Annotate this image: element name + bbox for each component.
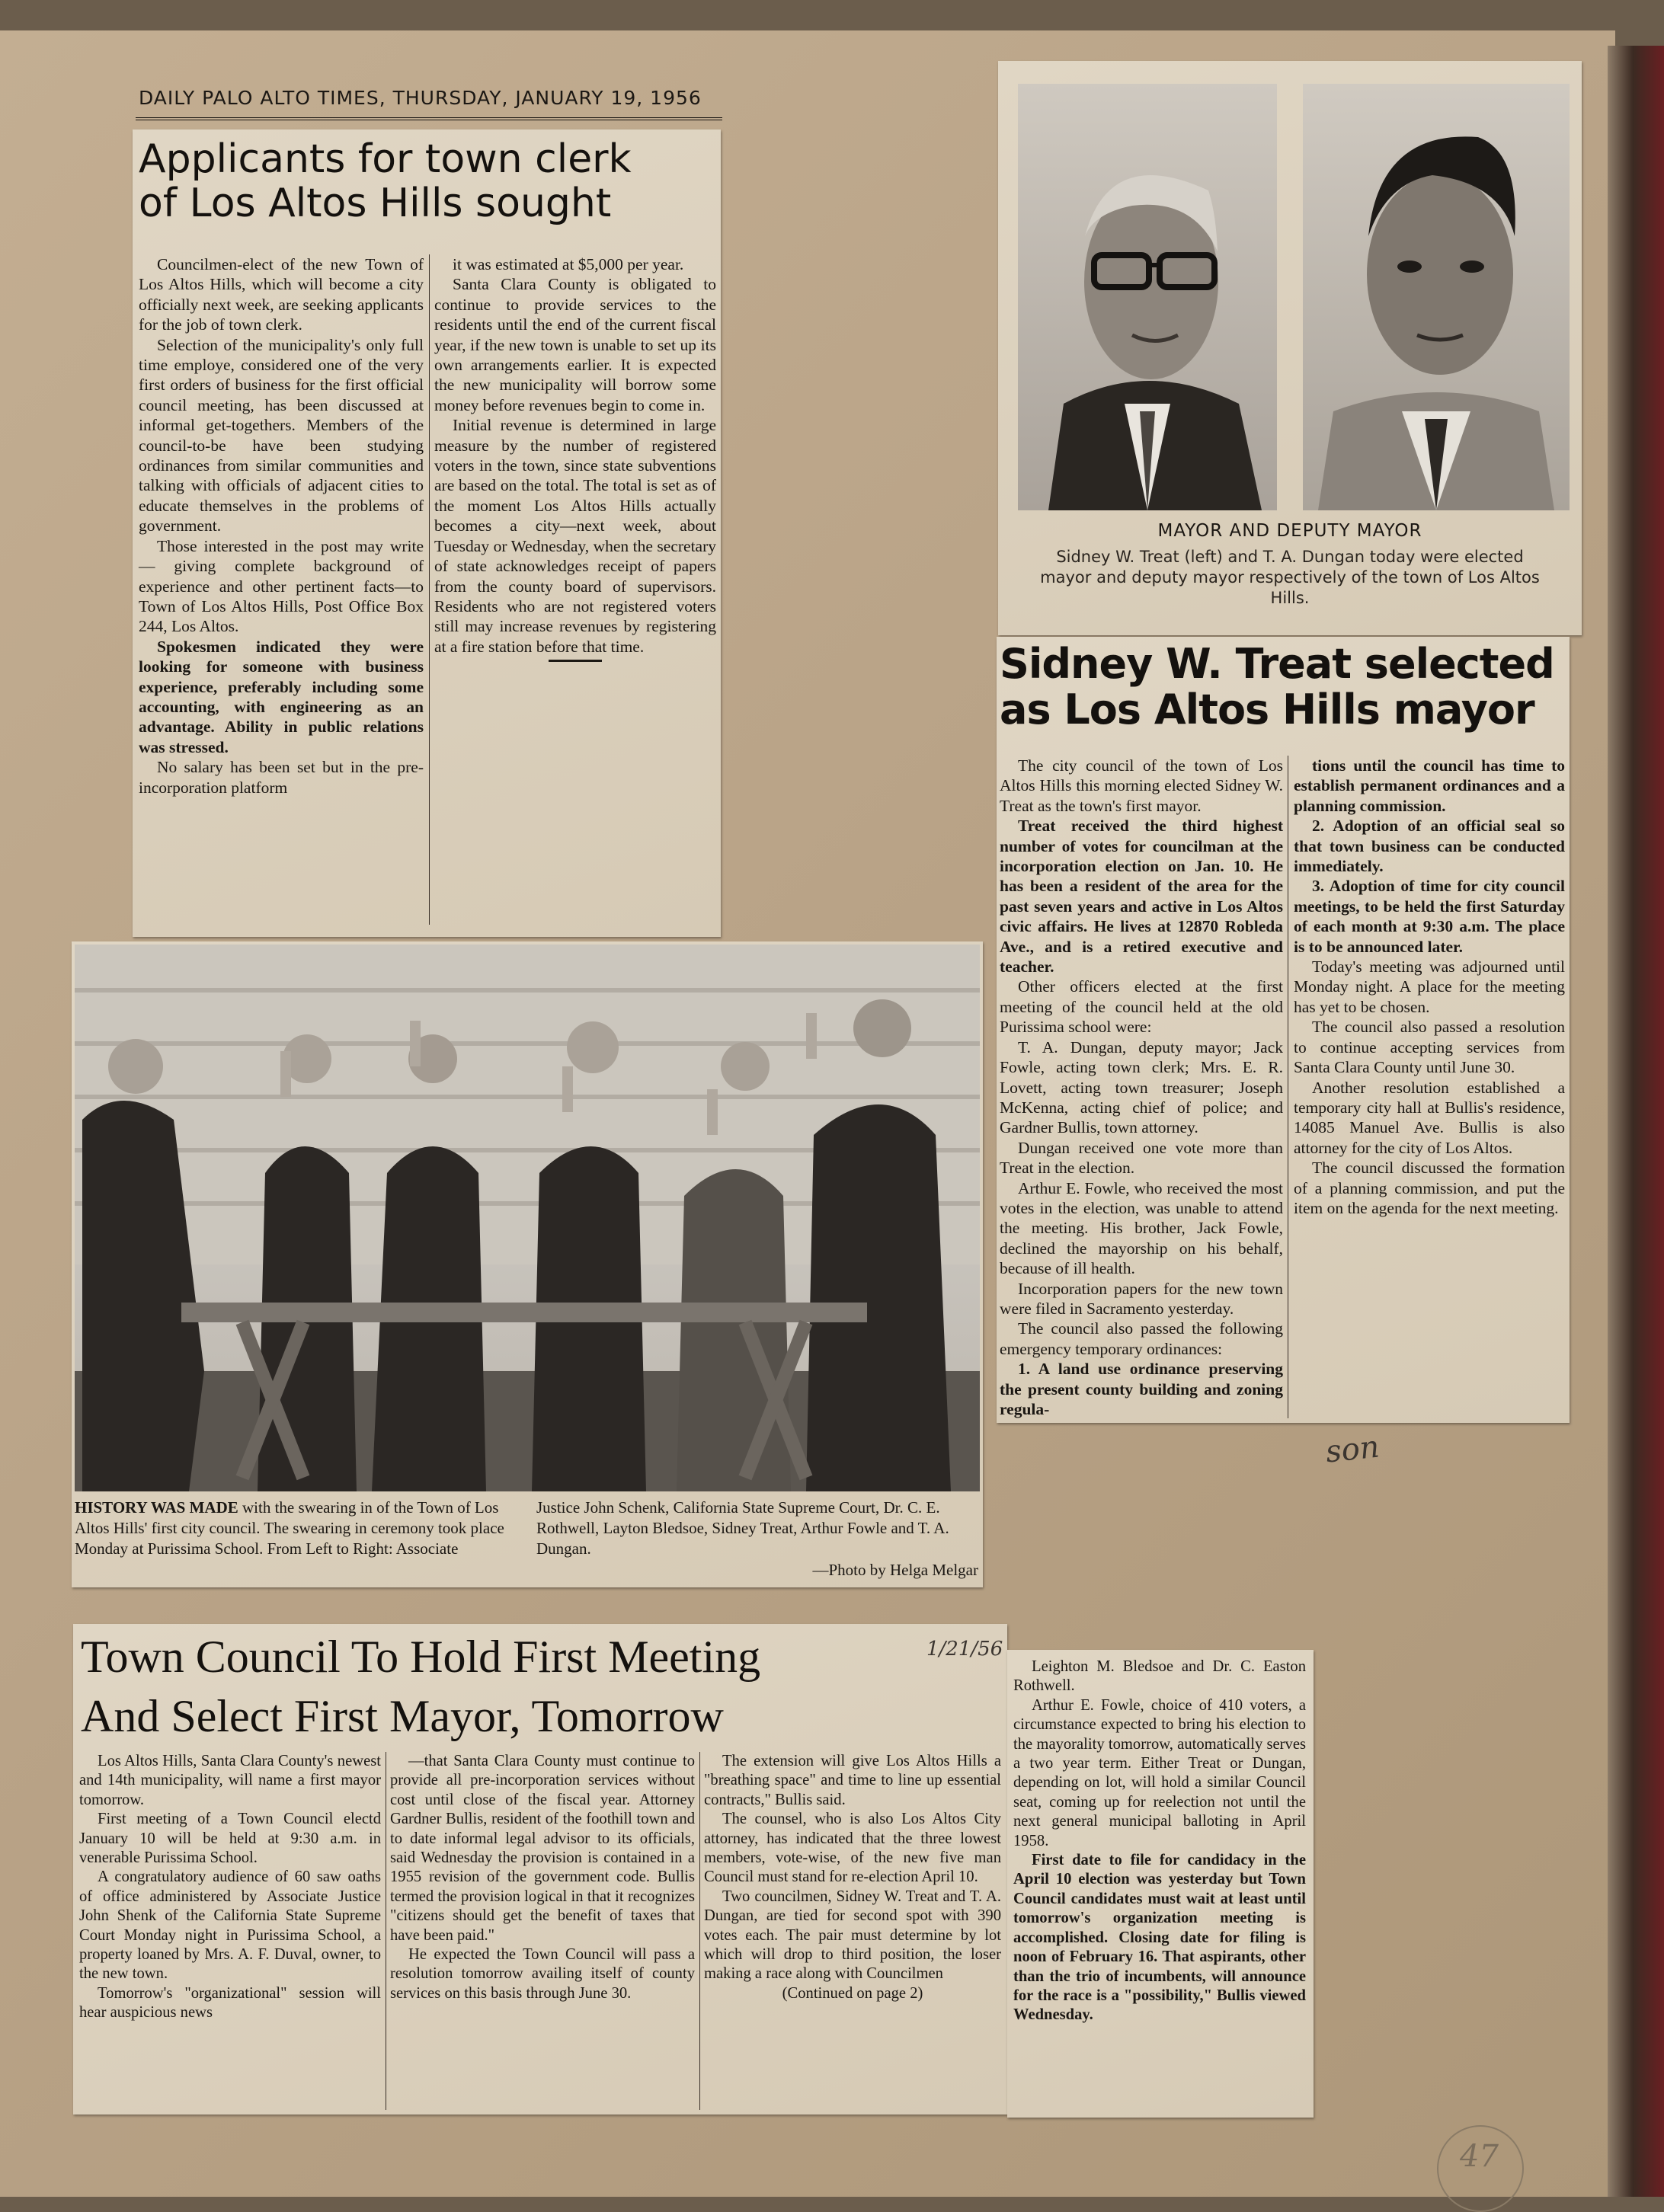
scrapbook-binding [1608, 46, 1664, 2197]
paragraph: it was estimated at $5,000 per year. [453, 255, 684, 273]
headline-line-1: Sidney W. Treat selected [1000, 640, 1554, 688]
paragraph: The council discussed the formation of a planning commission, and put the item on the agenda for the next meeting. [1294, 1159, 1565, 1217]
paragraph: Selection of the municipality's only full time employe, considered one of the very first orders of business for the first official council meeting, has been discussed at informal get-togethers. Members of the council-to-be have been studying ordinances from similar communities and talking with officials of adjacent cities to educate themselves in the problems of government. [139, 335, 424, 535]
headline-council [81, 1627, 760, 1746]
paragraph: tions until the council has time to establish permanent ordinances and a planning commission. [1294, 756, 1565, 815]
paragraph: First date to file for candidacy in the April 10 election was yesterday but Town Council candidates must wait at least until tomorrow's organization meeting is accomplished. Closing date for filing is noon of February 16. That aspirants, other than the trio of incumbents, will announce for the race is a "possibility," Bullis viewed Wednesday. [1013, 1852, 1306, 2024]
headline-line-2: of Los Altos Hills sought [139, 181, 612, 227]
paragraph: 3. Adoption of time for city council meetings, to be held the first Saturday of each month at 9:30 a.m. The place is to be announced later. [1294, 877, 1565, 956]
paragraph: —that Santa Clara County must continue to provide all pre-incorporation services without cost until close of the fiscal year. Attorney Gardner Bullis, resident of the foothill town and to date informal legal advisor to its officials, said Wednesday the provision is contained in a 1955 revision of the government code. Bullis termed the provision logical in that it recognizes "citizens should get the benefit of taxes that have been paid." [390, 1753, 695, 1944]
article-column-2 [434, 254, 716, 662]
photo-credit: —Photo by Helga Melgar [812, 1561, 978, 1579]
swearing-in-photo [75, 945, 980, 1491]
paragraph: Another resolution established a temporary city hall at Bullis's residence, 14085 Manuel Ave. Bullis is also attorney for the city of Los Altos. [1294, 1078, 1565, 1157]
caption-text: with the swearing in of the Town of Los Altos Hills' first city council. The swearing in ceremony took place Monday at Purissima School. From Left to Right: Associate [75, 1498, 504, 1558]
paragraph: The counsel, who is also Los Altos City attorney, has indicated that the three lowest members, vote-wise, of the new five man Council must stand for re-election April 10. [704, 1811, 1001, 1886]
clipping-group-photo [72, 941, 983, 1587]
headline-line-1: Town Council To Hold First Meeting [81, 1632, 761, 1682]
column-rule [699, 1752, 700, 2110]
paragraph: Spokesmen indicated they were looking for someone with business experience, preferably including some accounting, with engineering as an advantage. Ability in public relations was stressed. [139, 637, 424, 756]
swearing-in-scene [75, 945, 980, 1491]
paragraph: First meeting of a Town Council electd January 10 will be held at 9:30 a.m. in venerable Purissima School. [79, 1811, 381, 1867]
paragraph: The council also passed the following emergency temporary ordinances: [1000, 1319, 1283, 1358]
column-rule [429, 254, 430, 925]
clipping-treat-selected [997, 637, 1570, 1423]
continued-note: (Continued on page 2) [782, 1984, 923, 2002]
paragraph: T. A. Dungan, deputy mayor; Jack Fowle, acting town clerk; Mrs. E. R. Lovett, acting town treasurer; Joseph McKenna, acting chief of police; and Gardner Bullis, town attorney. [1000, 1037, 1283, 1137]
masthead-rule [136, 117, 722, 120]
portraits-title: MAYOR AND DEPUTY MAYOR [1157, 521, 1422, 541]
end-dash [549, 660, 602, 662]
paragraph: No salary has been set but in the pre-incorporation platform [139, 758, 424, 797]
article-column-1 [139, 254, 424, 798]
portrait-dungan-figure [1303, 84, 1570, 510]
paragraph: Two councilmen, Sidney W. Treat and T. A. Dungan, are tied for second spot with 390 votes each. The pair must determine by lot which will drop to third position, the loser making a race along with Councilmen [704, 1888, 1001, 1983]
photo-caption-left [75, 1498, 521, 1559]
headline-line-1: Applicants for town clerk [139, 136, 632, 182]
paragraph: Dungan received one vote more than Treat in the election. [1000, 1138, 1283, 1178]
headline-line-2: as Los Altos Hills mayor [1000, 686, 1534, 734]
page-number: 47 [1460, 2139, 1499, 2174]
article-column-3 [704, 1752, 1001, 2003]
headline-line-2: And Select First Mayor, Tomorrow [81, 1691, 724, 1741]
paragraph: Los Altos Hills, Santa Clara County's newest and 14th municipality, will name a first mayor tomorrow. [79, 1753, 381, 1808]
handwritten-note: son [1323, 1429, 1381, 1470]
paragraph: Initial revenue is determined in large measure by the number of registered voters in the town, since state subventions are based on the total. The total is set as of the moment Los Altos Hills actually becomes a city—next week, about Tuesday or Wednesday, when the secretary of state acknowledges receipt of papers from the county board of supervisors. Residents who are not registered voters still may increase revenues by registering at a fire station before that time. [434, 416, 716, 656]
article-column-4 [1013, 1657, 1306, 2025]
paragraph: The extension will give Los Altos Hills a "breathing space" and time to line up essential contracts," Bullis said. [704, 1753, 1001, 1808]
portrait-treat-figure [1018, 84, 1277, 510]
paragraph: The council also passed a resolution to continue accepting services from Santa Clara County until June 30. [1294, 1018, 1565, 1077]
headline-treat [1000, 641, 1554, 734]
paragraph: Leighton M. Bledsoe and Dr. C. Easton Rothwell. [1013, 1658, 1306, 1695]
paragraph: Santa Clara County is obligated to continue to provide services to the residents until the end of the current fiscal year, if the new town is unable to set up its own arrangements earlier. It is expected the new municipality will borrow some money before revenues begin to come in. [434, 275, 716, 414]
handwritten-date: 1/21/56 [926, 1638, 1003, 1661]
paragraph: Treat received the third highest number of votes for councilman at the incorporation election on Jan. 10. He has been a resident of the area for the past seven years and active in Los Altos civic affairs. He lives at 12870 Robleda Ave., and is a retired executive and teacher. [1000, 817, 1283, 977]
headline-town-clerk [139, 137, 632, 225]
article-column-1 [79, 1752, 381, 2023]
paragraph: A congratulatory audience of 60 saw oaths of office administered by Associate Justice John Shenk of the California State Supreme Court Monday night in Purissima School, a property loaned by Mrs. A. F. Duval, owner, to the new town. [79, 1868, 381, 1983]
paragraph: Arthur E. Fowle, choice of 410 voters, a circumstance expected to bring his election to the mayorality tomorrow, automatically serves a two year term. Either Treat or Dungan, depending on lot, will hold a similar Council seat, coming up for reelection not until the next general municipal balloting in April 1958. [1013, 1696, 1306, 1849]
paragraph: Tomorrow's "organizational" session will hear auspicious news [79, 1984, 381, 2022]
article-column-1 [1000, 756, 1283, 1419]
article-column-2 [1294, 756, 1565, 1218]
clipping-town-clerk-body [133, 129, 721, 937]
caption-lead: HISTORY WAS MADE [75, 1498, 238, 1517]
paragraph: Incorporation papers for the new town were filed in Sacramento yesterday. [1000, 1279, 1283, 1318]
photo-caption-right: Justice John Schenk, California State Supreme Court, Dr. C. E. Rothwell, Layton Bledsoe, Sidney Treat, Arthur Fowle and T. A. Dungan. [536, 1498, 949, 1558]
portrait-dungan [1303, 84, 1570, 510]
portrait-treat [1018, 84, 1277, 510]
clipping-portraits [998, 61, 1582, 635]
portraits-caption: Sidney W. Treat (left) and T. A. Dungan today were elected mayor and deputy mayor respectively of the town of Los Altos Hills. [1040, 548, 1540, 607]
clipping-town-council [73, 1624, 1007, 2115]
paragraph: He expected the Town Council will pass a resolution tomorrow availing itself of county services on this basis through June 30. [390, 1946, 695, 2002]
paragraph: Arthur E. Fowle, who received the most votes in the election, was unable to attend the meeting. His brother, Jack Fowle, declined the mayorship on his behalf, because of ill health. [1000, 1178, 1283, 1278]
paragraph: Other officers elected at the first meeting of the council held at the old Purissima school were: [1000, 977, 1283, 1037]
paragraph: 2. Adoption of an official seal so that town business can be conducted immediately. [1294, 817, 1565, 876]
clipping-town-council-continued [1007, 1650, 1314, 2118]
paragraph: Those interested in the post may write — giving complete background of experience and other pertinent facts—to Town of Los Altos Hills, Post Office Box 244, Los Altos. [139, 536, 424, 636]
paragraph: The city council of the town of Los Altos Hills this morning elected Sidney W. Treat as the town's first mayor. [1000, 756, 1283, 815]
paragraph: Councilmen-elect of the new Town of Los Altos Hills, which will become a city officially next week, are seeking applicants for the job of town clerk. [139, 255, 424, 334]
paragraph: Today's meeting was adjourned until Monday night. A place for the meeting has yet to be chosen. [1294, 957, 1565, 1016]
article-column-2 [390, 1752, 695, 2003]
paragraph: 1. A land use ordinance preserving the present county building and zoning regula- [1000, 1360, 1283, 1418]
masthead: DAILY PALO ALTO TIMES, THURSDAY, JANUARY 19, 1956 [139, 87, 702, 109]
